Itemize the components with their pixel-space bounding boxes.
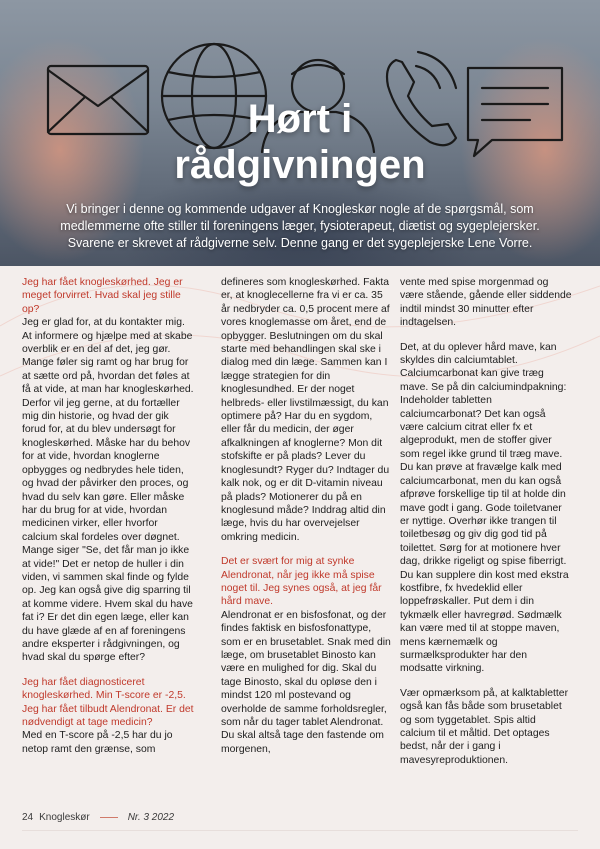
page-title xyxy=(0,96,600,188)
question-heading: Jeg har fået diagnosticeret knogleskørhed. Min T-score er -2,5. Jeg har fået tilbudt Alendronat. Er det nødvendigt at tage medicin? xyxy=(22,676,194,728)
issue-number: Nr. 3 2022 xyxy=(127,812,175,823)
page-title-line-2: rådgivningen xyxy=(174,143,426,187)
question-heading: Jeg har fået knogleskørhed. Jeg er meget forvirret. Hvad skal jeg stille op? xyxy=(22,277,183,315)
footer-rule xyxy=(22,830,578,831)
footer-divider xyxy=(100,817,118,818)
column-3 xyxy=(400,276,572,767)
answer-text: Alendronat er en bisfosfonat, og der findes faktisk en bisfosfonattype, som er en brusetablet. Snak med din læge, om brusetablet Binosto kan være en mulighed for dig. Skal du tage Binosto, skal du opløse den i mindst 120 ml postevand og overholde de samme forholdsregler, som når du tager tablet Alendronat. Du skal altså tage den fastende om morgenen, xyxy=(221,609,391,755)
page-title-line-1: Hørt i xyxy=(247,97,353,141)
answer-text: Jeg er glad for, at du kontakter mig. At informere og hjælpe med at skabe overblik er en del af det, jeg gør. Mange føler sig ramt og har brug for at sætte ord på, hvordan det føles at få at vide, at man har knogleskørhed. Derfor vil jeg gerne, at du fortæller mig din historie, og hvad der gik forud for, at du blev undersøgt for knogleskørhed. Måske har du behov for at vide, hvordan knoglerne opbygges og nedbrydes hele tiden, og hvad der påvirker den proces, og hvad du selv kan gøre. Eller måske har du brug for at vide, hvordan medicinen virker, eller hvorfor calcium skal fordeles over døgnet. Mange siger "Se, det får man jo ikke at vide!" Det er netop de huller i din viden, vi sammen skal finde og fylde op. Jeg kan også give dig sparring til at komme videre. Hvem skal du have fat i? Er det din egen læge, eller kan du have glæde af en af foreningens andre eksperter i rådgivningen, og hvad skal du spørge efter? xyxy=(22,317,194,664)
hero-banner xyxy=(0,0,600,266)
answer-text: Med en T-score på -2,5 har du jo netop ramt den grænse, som xyxy=(22,730,173,755)
column-1 xyxy=(22,276,194,756)
column-2 xyxy=(221,276,393,756)
page-number: 24 xyxy=(22,812,34,823)
answer-text: defineres som knogleskørhed. Fakta er, at knoglecellerne fra vi er ca. 35 år nedbryder ca. 0,5 procent mere af vores knoglemasse om året, end de opbygger. Beslutningen om du skal starte med behandlingen skal ske i dialog med din læge. Sammen kan I lægge strategien for din knoglesundhed. Er der noget helbreds- eller livstilmæssigt, du kan optimere på? Har du en sygdom, eller får du medicin, der øger afkalkningen af knoglerne? Mon dit stofskifte er på plads? Lever du knoglesundt? Ryger du? Indtager du kalk nok, og er dit D-vitamin niveau på plads? Motionerer du på en knoglesund måde? Inddrag altid din læge, hvis du har overvejelser omkring medicin. xyxy=(221,277,390,543)
answer-text: Vær opmærksom på, at kalktabletter også kan fås både som brusetablet og som tyggetablet. Spis altid calcium til et måltid. Det optages bedst, når der i gang i mavesyreproduktionen. xyxy=(400,687,569,766)
intro-text: Vi bringer i denne og kommende udgaver af Knogleskør nogle af de spørgsmål, som medlemmerne ofte stiller til foreningens læger, fysioterapeut, diætist og sygeplejersker. Svarene er skrevet af rådgiverne selv. Denne gang er det sygeplejerske Lene Vorre. xyxy=(60,202,540,250)
page-footer xyxy=(22,812,174,823)
answer-text: vente med spise morgenmad og være stående, gående eller siddende indtil mindst 30 minutter efter indtagelsen. xyxy=(400,277,572,329)
magazine-name: Knogleskør xyxy=(39,812,90,823)
question-heading: Det er svært for mig at synke Alendronat, når jeg ikke må spise noget til. Jeg synes også, at jeg får hård mave. xyxy=(221,556,382,608)
answer-text: Det, at du oplever hård mave, kan skyldes din calciumtablet. Calciumcarbonat kan give træg mave. Se på din calciumindpakning: Indeholder tabletten calciumcarbonat? Det kan også være calcium citrat eller fx et algeprodukt, men de stoffer giver som regel ikke grund til træg mave. Du kan prøve at fravælge kalk med calciumcarbonat, men du kan også afprøve forskellige tip til at holde din mave godt i gang. Gode toiletvaner er nyttige. Overhør ikke trangen til toiletbesøg og giv dig god tid på toilettet. Sørg for at motionere hver dag, drikke rigeligt og spise fiberrigt. Du kan supplere din kost med ekstra kostfibre, fx hvedeklid eller loppefrøskaller. Put dem i din tykmælk eller havregrød. Sødmælk kan være med til at stoppe maven, mens kærnemælk og surmælksprodukter har den modsatte virkning. xyxy=(400,341,569,675)
